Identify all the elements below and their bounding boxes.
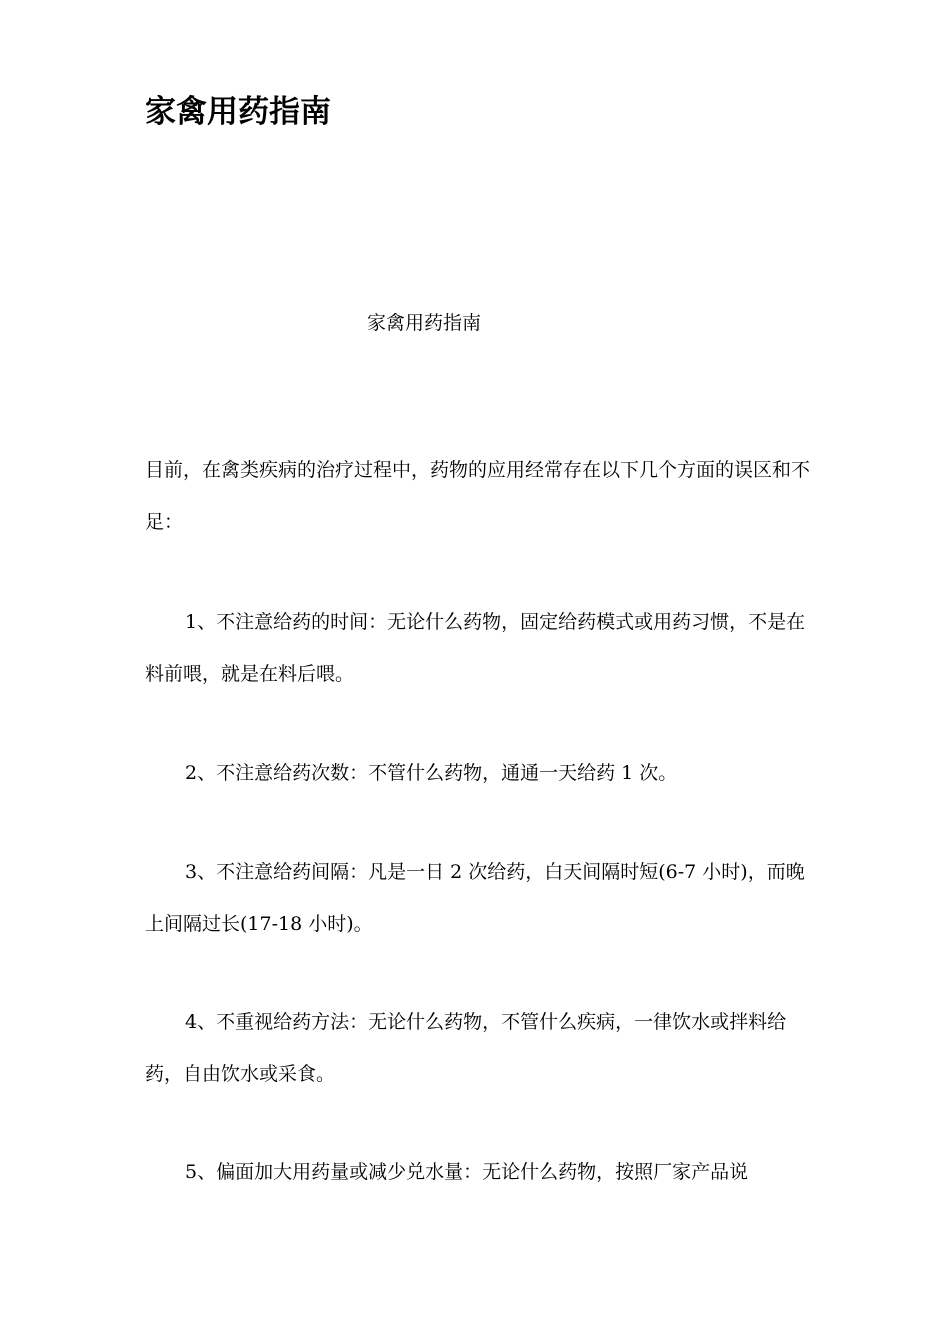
list-item-3: 3、不注意给药间隔：凡是一日 2 次给药，白天间隔时短(6-7 小时)，而晚上间隔过长(17-18 小时)。 [145,861,805,935]
document-heading: 家禽用药指南 [145,94,331,130]
list-item-5: 5、偏面加大用药量或减少兑水量：无论什么药物，按照厂家产品说 [185,1161,749,1183]
intro-paragraph: 目前，在禽类疾病的治疗过程中，药物的应用经常存在以下几个方面的误区和不足： [145,459,811,533]
document-subtitle: 家禽用药指南 [366,312,481,334]
list-item-1: 1、不注意给药的时间：无论什么药物，固定给药模式或用药习惯，不是在料前喂，就是在料后喂。 [145,611,806,685]
list-item-2: 2、不注意给药次数：不管什么药物，通通一天给药 1 次。 [185,762,678,784]
list-item-4: 4、不重视给药方法：无论什么药物，不管什么疾病，一律饮水或拌料给药，自由饮水或采食。 [145,1011,787,1085]
